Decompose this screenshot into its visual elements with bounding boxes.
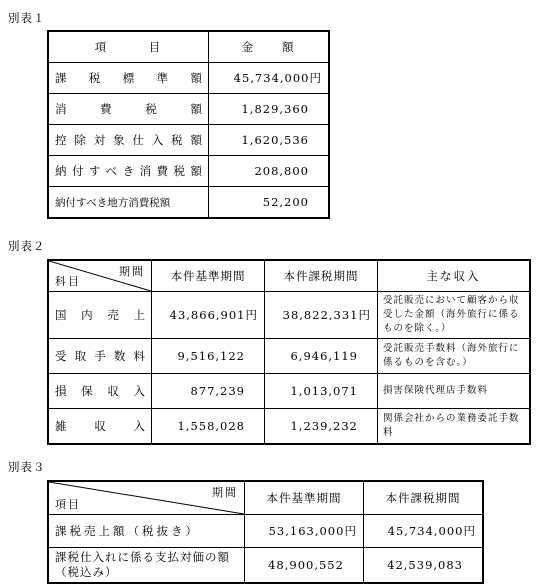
- taxable-sales-table: [47, 480, 484, 584]
- period-corner-label: 期間: [212, 486, 238, 499]
- row-value: 52,200: [209, 187, 330, 219]
- amount-header: 金 額: [209, 31, 330, 63]
- row-label: 課税売上額（税抜き）: [48, 515, 245, 548]
- table-header-row: [48, 481, 483, 515]
- table1-caption: 別表１: [8, 11, 46, 25]
- income-table: [47, 259, 531, 445]
- row-tax-value: 45,734,000円: [363, 515, 483, 548]
- row-base-value: 43,866,901円: [152, 292, 265, 339]
- base-period-header: 本件基準期間: [152, 260, 265, 292]
- table2-caption: 別表２: [8, 239, 46, 253]
- table-row: [48, 515, 483, 548]
- table-header-row: [48, 260, 530, 292]
- row-label: 消費税額: [48, 94, 209, 125]
- table-row: [48, 156, 329, 187]
- row-value: 208,800: [209, 156, 330, 187]
- row-label: 納付すべき消費税額: [48, 156, 209, 187]
- row-note: 受託販売において顧客から収受した金額（海外旅行に係るものを除く。）: [378, 292, 531, 339]
- table-row: [48, 94, 329, 125]
- row-label: 課税仕入れに係る支払対価の額（税込み）: [48, 548, 245, 584]
- row-value: 1,620,536: [209, 125, 330, 156]
- table-row: [48, 125, 329, 156]
- row-note: 関係会社からの業務委託手数料: [378, 409, 531, 445]
- table-row: [48, 409, 530, 445]
- row-base-value: 48,900,552: [245, 548, 364, 584]
- item-corner-label: 科目: [55, 275, 81, 288]
- row-label: 雑収入: [48, 409, 152, 445]
- diagonal-header-cell: [48, 260, 152, 292]
- table-row: [48, 339, 530, 374]
- row-label: 納付すべき地方消費税額: [48, 187, 209, 219]
- row-base-value: 1,558,028: [152, 409, 265, 445]
- row-value: 1,829,360: [209, 94, 330, 125]
- summary-table: [47, 30, 330, 219]
- row-label: 損保収入: [48, 374, 152, 409]
- row-tax-value: 1,239,232: [265, 409, 378, 445]
- row-tax-value: 1,013,071: [265, 374, 378, 409]
- table3-caption: 別表３: [8, 460, 46, 474]
- row-label: 受取手数料: [48, 339, 152, 374]
- tax-period-header: 本件課税期間: [363, 481, 483, 515]
- row-label: 控除対象仕入税額: [48, 125, 209, 156]
- table-header-row: [48, 31, 329, 63]
- row-tax-value: 42,539,083: [363, 548, 483, 584]
- period-corner-label: 期間: [119, 265, 145, 278]
- row-base-value: 9,516,122: [152, 339, 265, 374]
- row-note: 受託販売手数料（海外旅行に係るものを含む。）: [378, 339, 531, 374]
- table-row: [48, 187, 329, 219]
- row-value: 45,734,000円: [209, 63, 330, 94]
- diagonal-header-cell: [48, 481, 245, 515]
- main-income-header: 主な収入: [378, 260, 531, 292]
- base-period-header: 本件基準期間: [245, 481, 364, 515]
- row-note: 損害保険代理店手数料: [378, 374, 531, 409]
- row-tax-value: 38,822,331円: [265, 292, 378, 339]
- item-corner-label: 項目: [55, 498, 81, 511]
- row-base-value: 877,239: [152, 374, 265, 409]
- tax-period-header: 本件課税期間: [265, 260, 378, 292]
- table-row: [48, 292, 530, 339]
- table-row: [48, 548, 483, 584]
- row-tax-value: 6,946,119: [265, 339, 378, 374]
- item-header: 項 目: [48, 31, 209, 63]
- row-label: 課税標準額: [48, 63, 209, 94]
- table-row: [48, 374, 530, 409]
- table-row: [48, 63, 329, 94]
- row-base-value: 53,163,000円: [245, 515, 364, 548]
- row-label: 国内売上: [48, 292, 152, 339]
